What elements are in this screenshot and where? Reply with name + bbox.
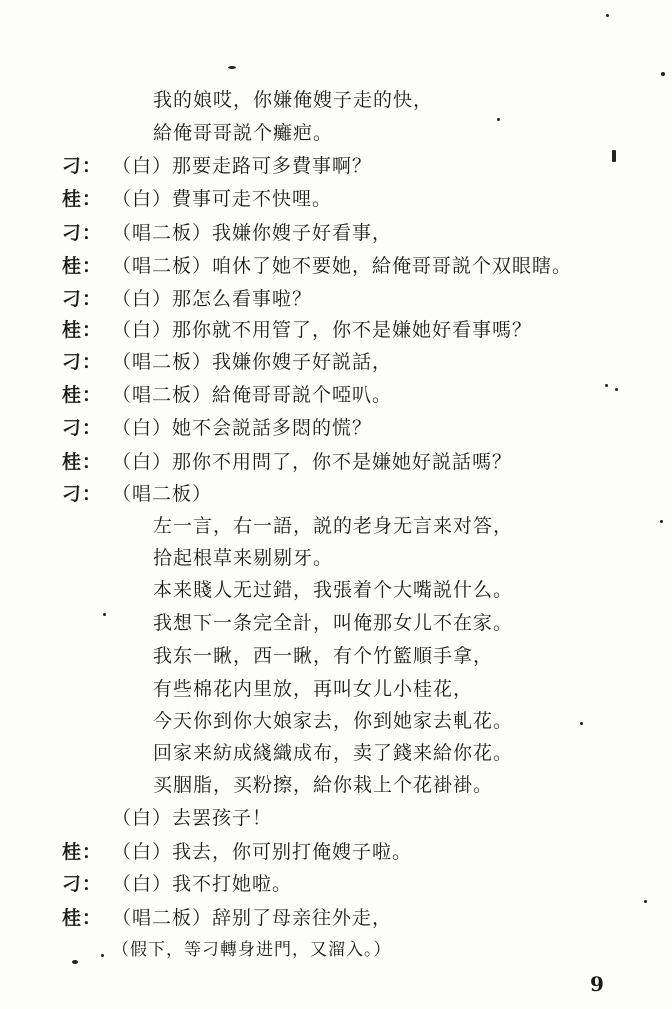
- line-text: （唱二板）我嫌你嫂子好説話，: [112, 351, 393, 373]
- line-text: （唱二板）我嫌你嫂子好看事，: [112, 222, 393, 244]
- script-line: [62, 872, 292, 896]
- scan-speck: [497, 118, 500, 121]
- verse-line: [153, 709, 513, 733]
- line-text: （唱二板）辞别了母亲往外走，: [112, 907, 393, 929]
- scan-speck: [615, 388, 618, 391]
- line-text: 回家来紡成綫織成布，卖了錢来給你花。: [153, 742, 514, 764]
- line-text: （白）那要走路可多費事啊？: [112, 155, 373, 177]
- line-text: 給俺哥哥説个癱疤。: [153, 122, 334, 144]
- page-number: 9: [590, 972, 604, 996]
- line-text: 买胭脂，买粉擦，給你栽上个花褂褂。: [153, 774, 494, 796]
- line-text: （唱二板）: [112, 483, 213, 505]
- verse-line: [153, 546, 333, 570]
- speaker-label: 刁：: [62, 417, 103, 439]
- scan-speck: [580, 722, 583, 725]
- script-line: [153, 121, 333, 145]
- scan-speck: [661, 72, 665, 76]
- scan-speck: [605, 384, 608, 387]
- line-text: 我的娘哎，你嫌俺嫂子走的快，: [153, 89, 434, 111]
- line-text: （白）我去，你可别打俺嫂子啦。: [112, 841, 413, 863]
- line-text: （白）費事可走不快哩。: [112, 188, 333, 210]
- stage-direction: [112, 938, 392, 962]
- speaker-label: 桂：: [62, 384, 103, 406]
- speaker-label: 桂：: [62, 841, 103, 863]
- line-text: 本来賤人无过錯，我張着个大嘴説什么。: [153, 579, 514, 601]
- speaker-label: 桂：: [62, 188, 103, 210]
- script-line: [62, 906, 392, 930]
- speaker-label: 刁：: [62, 351, 103, 373]
- line-text: （白）那你就不用管了，你不是嫌她好看事嗎？: [112, 319, 533, 341]
- script-line: [62, 482, 212, 506]
- line-text: （唱二板）咱休了她不要她，給俺哥哥説个双眼瞎。: [112, 255, 573, 277]
- script-line: [62, 840, 412, 864]
- line-text: （白）那怎么看事啦？: [112, 288, 313, 310]
- speaker-label: 刁：: [62, 483, 103, 505]
- scan-speck: [644, 900, 647, 903]
- speaker-label: 刁：: [62, 873, 103, 895]
- verse-line: [153, 644, 493, 668]
- speaker-label: 桂：: [62, 907, 103, 929]
- speaker-label: 桂：: [62, 451, 103, 473]
- scan-speck: [606, 14, 609, 17]
- line-text: 拾起根草来剔剔牙。: [153, 547, 334, 569]
- script-line: [112, 806, 272, 830]
- speaker-label: 刁：: [62, 222, 103, 244]
- line-text: 我东一瞅，西一瞅，有个竹籃順手拿，: [153, 645, 494, 667]
- line-text: 左一言，右一語，説的老身无言来对答，: [153, 515, 514, 537]
- line-text: （白）去罢孩子！: [112, 807, 273, 829]
- script-line: [62, 154, 372, 178]
- line-text: 我想下一条完全計，叫俺那女儿不在家。: [153, 612, 514, 634]
- line-text: （白）我不打她啦。: [112, 873, 293, 895]
- scan-speck: [103, 613, 106, 616]
- speaker-label: 桂：: [62, 255, 103, 277]
- script-line: [62, 287, 312, 311]
- verse-line: [153, 773, 493, 797]
- script-line: [62, 383, 392, 407]
- scan-speck: [228, 66, 236, 69]
- script-line: [62, 318, 532, 342]
- script-line: [62, 187, 332, 211]
- line-text: （白）她不会説話多悶的慌？: [112, 417, 373, 439]
- line-text: （假下，等刁轉身进門，又溜入。）: [112, 940, 392, 960]
- verse-line: [153, 677, 473, 701]
- speaker-label: 刁：: [62, 155, 103, 177]
- speaker-label: 桂：: [62, 319, 103, 341]
- line-text: 有些棉花内里放，再叫女儿小桂花，: [153, 678, 474, 700]
- speaker-label: 刁：: [62, 288, 103, 310]
- line-text: （白）那你不用問了，你不是嫌她好説話嗎？: [112, 451, 513, 473]
- line-text: （唱二板）給俺哥哥説个啞叭。: [112, 384, 393, 406]
- verse-line: [153, 741, 513, 765]
- script-line: [62, 350, 392, 374]
- script-line: [62, 416, 372, 440]
- scan-speck: [612, 150, 616, 162]
- scan-speck: [72, 960, 78, 964]
- script-line: [62, 254, 572, 278]
- verse-line: [153, 578, 513, 602]
- script-line: [153, 88, 433, 112]
- scan-speck: [101, 954, 104, 957]
- script-line: [62, 221, 392, 245]
- line-text: 今天你到你大娘家去，你到她家去軋花。: [153, 710, 514, 732]
- verse-line: [153, 611, 513, 635]
- verse-line: [153, 514, 513, 538]
- scan-speck: [660, 520, 663, 523]
- script-line: [62, 450, 512, 474]
